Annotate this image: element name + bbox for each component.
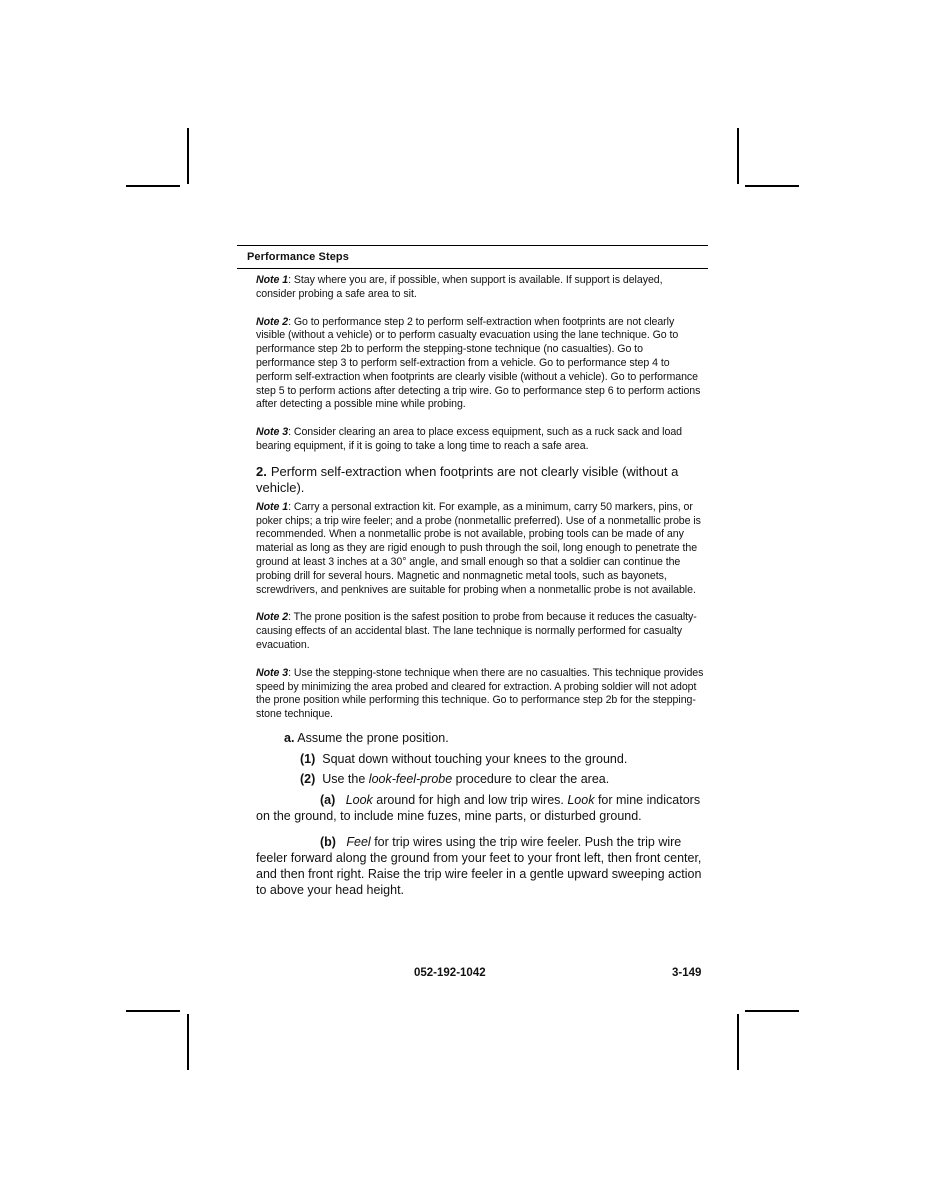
header-bottom-rule (237, 268, 708, 269)
crop-mark-bottom-right-horizontal (745, 1010, 799, 1012)
crop-mark-top-right-horizontal (745, 185, 799, 187)
note-step2-3: Note 3: Use the stepping-stone technique when there are no casualties. This technique provides speed by minimizing the area probed and cleared for extraction. A probing soldier will not adopt the prone position while performing this technique. Go to performance step 2b for the stepping-stone technique. (256, 666, 704, 721)
crop-mark-top-right-vertical (737, 128, 739, 184)
substep-2a: (a) Look around for high and low trip wires. Look for mine indicators on the ground, to include mine fuzes, mine parts, or disturbed ground. (256, 792, 701, 823)
crop-mark-bottom-left-horizontal (126, 1010, 180, 1012)
note-step2-2: Note 2: The prone position is the safest position to probe from because it reduces the casualty-causing effects of an accidental blast. The lane technique is normally performed for casualty evacuation. (256, 611, 697, 651)
substep-2: (2) Use the look-feel-probe procedure to clear the area. (300, 771, 610, 786)
crop-mark-top-left-vertical (187, 128, 189, 184)
page-number: 3-149 (672, 967, 702, 979)
note-top-1: Note 1: Stay where you are, if possible, when support is available. If support is delayed, consider probing a safe area to sit. (256, 274, 663, 300)
crop-mark-bottom-left-vertical (187, 1014, 189, 1070)
crop-mark-bottom-right-vertical (737, 1014, 739, 1070)
page-body (256, 274, 704, 898)
section-header: Performance Steps (247, 251, 349, 263)
substep-a: a. Assume the prone position. (284, 730, 449, 745)
crop-mark-top-left-horizontal (126, 185, 180, 187)
step-2-heading: 2. Perform self-extraction when footprints are not clearly visible (without a vehicle). (256, 463, 679, 495)
task-number: 052-192-1042 (414, 967, 486, 979)
note-step2-1: Note 1: Carry a personal extraction kit. For example, as a minimum, carry 50 markers, pins, or poker chips; a trip wire feeler; and a probe (nonmetallic preferred). Use of a nonmetallic probe is recommended. When a nonmetallic probe is not available, probing tools can be made of any material as long as they are rigid enough to push through the soil, long enough to penetrate the ground at least 3 inches at a 30° angle, and small enough so that a soldier can continue the probing drill for several hours. Magnetic and nonmagnetic metal tools, such as bayonets, screwdrivers, and penknives are suitable for probing when a nonmetallic probe is not available. (256, 500, 701, 596)
note-top-3: Note 3: Consider clearing an area to place excess equipment, such as a ruck sack and load bearing equipment, if it is going to take a long time to reach a safe area. (256, 426, 683, 452)
note-top-2: Note 2: Go to performance step 2 to perform self-extraction when footprints are not clearly visible (without a vehicle) or to perform casualty evacuation using the lane technique. Go to performance step 2b to perform the stepping-stone technique (no casualties). Go to performance step 3 to perform self-extraction from a vehicle. Go to performance step 4 to perform self-extraction when footprints are clearly visible (without a vehicle). Go to performance step 5 to perform actions after detecting a trip wire. Go to performance step 6 to perform actions after detecting a possible mine while probing. (256, 315, 701, 411)
substep-2b: (b) Feel for trip wires using the trip wire feeler. Push the trip wire feeler forward along the ground from your feet to your front left, then front center, and then front right. Raise the trip wire feeler in a gentle upward sweeping action to above your head height. (256, 834, 702, 897)
substep-1: (1) Squat down without touching your knees to the ground. (300, 751, 628, 766)
header-top-rule (237, 245, 708, 246)
